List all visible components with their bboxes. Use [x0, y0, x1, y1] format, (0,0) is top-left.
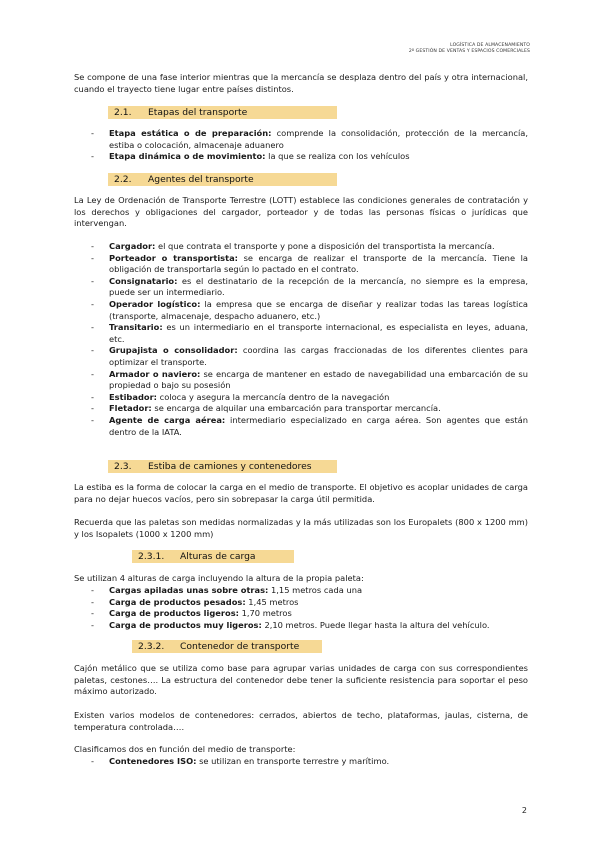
item-term: Estibador: [109, 391, 158, 402]
list-item: - Fletador: se encarga de alquilar una embarcación para transportar mercancía. [91, 403, 441, 414]
item-term: Contenedores ISO: [109, 756, 197, 766]
item-term: Etapa dinámica o de movimiento: [109, 151, 266, 162]
section-title: Estiba de camiones y contenedores [148, 461, 312, 472]
item-term: Transitario: [109, 322, 163, 333]
item-term: Agente de carga aérea: [109, 414, 226, 425]
item-text: se utilizan en transporte terrestre y marítimo. [196, 756, 390, 766]
modelos-paragraph: Existen varios modelos de contenedores: cerrados, abiertos de techo, plataformas, jaulas, cisterna, de temperatura controlada…. [74, 710, 528, 732]
header-line-2: 2º GESTIÓN DE VENTAS Y ESPACIOS COMERCIALES [408, 49, 530, 54]
item-term: Cargador: [109, 241, 156, 251]
list-item: - Operador logístico: la empresa que se encarga de diseñar y realizar todas las tareas logística (transporte, almacenaje, despacho aduanero, etc.) [91, 298, 528, 321]
item-term: Etapa estática o de preparación: [109, 128, 272, 138]
item-text: coordina las cargas fraccionadas de los diferentes clientes para optimizar el transporte. [109, 345, 529, 367]
item-text: 1,70 metros [238, 608, 292, 619]
section-heading-2-1 [108, 106, 337, 119]
alturas-intro: Se utilizan 4 alturas de carga incluyendo la altura de la propia paleta: [74, 573, 364, 583]
item-term: Operador logístico: [109, 298, 201, 309]
item-text: se encarga de realizar el transporte de la mercancía. Tiene la obligación de transportarla según lo pactado en el contrato. [109, 252, 529, 275]
item-term: Carga de productos pesados: [109, 596, 246, 607]
item-text: se encarga de mantener en estado de navegabilidad una embarcación de su propiedad o bajo su posesión [109, 368, 528, 391]
item-term: Fletador: [109, 403, 152, 414]
lott-paragraph: La Ley de Ordenación de Transporte Terrestre (LOTT) establece las condiciones generales de contratación y los derechos y obligaciones del cargador, porteador y de todas las personas físicas o jurídicas que intervengan. [74, 195, 528, 229]
item-text: 2,10 metros. Puede llegar hasta la altura del vehículo. [261, 619, 490, 630]
list-item: - Estibador: coloca y asegura la mercancía dentro de la navegación [91, 391, 390, 402]
page-number: 2 [521, 806, 527, 815]
item-term: Carga de productos muy ligeros: [109, 619, 262, 630]
section-title: Contenedor de transporte [180, 641, 300, 652]
item-term: Consignatario: [109, 275, 178, 286]
contenedor-paragraph: Cajón metálico que se utiliza como base para agrupar varias unidades de carga con sus correspondientes paletas, cestones…. La estructura del contenedor debe tener la suficiente resistencia para soportar el peso máximo autorizado. [74, 663, 528, 697]
item-text: 1,15 metros cada una [268, 585, 363, 595]
item-text: se encarga de alquilar una embarcación para transportar mercancía. [151, 403, 441, 414]
list-item: - Carga de productos ligeros: 1,70 metros [91, 608, 292, 619]
section-number: 2.3.1. [138, 551, 165, 562]
header-line-1: LOGÍSTICA DE ALMACENAMIENTO [450, 43, 530, 48]
contenedores-list [74, 756, 528, 768]
section-heading-2-2 [108, 173, 337, 186]
agents-list [74, 241, 528, 438]
item-text: la empresa que se encarga de diseñar y realizar todas las tareas logística (transporte, almacenaje, despacho aduanero, etc.) [109, 298, 528, 321]
list-item: - Contenedores ISO: se utilizan en transporte terrestre y marítimo. [91, 756, 390, 766]
item-term: Carga de productos ligeros: [109, 608, 239, 619]
item-term: Armador o naviero: [109, 368, 201, 379]
list-item: - Agente de carga aérea: intermediario especializado en carga aérea. Son agentes que están dentro de la IATA. [91, 414, 529, 437]
intro-paragraph: Se compone de una fase interior mientras que la mercancía se desplaza dentro del país y otra internacional, cuando el trayecto tiene lugar entre países distintos. [74, 72, 528, 94]
section-heading-2-3-1 [132, 550, 294, 563]
list-item: - Porteador o transportista: se encarga de realizar el transporte de la mercancía. Tiene la obligación de transportarla según lo pactado en el contrato. [91, 252, 529, 275]
list-item: - Armador o naviero: se encarga de mantener en estado de navegabilidad una embarcación de su propiedad o bajo su posesión [91, 368, 528, 391]
item-term: Cargas apiladas unas sobre otras: [109, 585, 269, 595]
section-number: 2.1. [114, 107, 132, 118]
list-item: - Transitario: es un intermediario en el transporte internacional, es especialista en leyes, aduana, etc. [91, 322, 528, 344]
list-item: - Cargador: el que contrata el transporte y pone a disposición del transportista la mercancía. [91, 241, 495, 251]
item-text: comprende la consolidación, protección de la mercancía, estiba o colocación, almacenaje aduanero [109, 128, 528, 150]
running-header [409, 43, 530, 55]
list-item: - Etapa dinámica o de movimiento: la que se realiza con los vehículos [91, 151, 410, 162]
alturas-list [74, 585, 528, 631]
clasificacion-paragraph: Clasificamos dos en función del medio de transporte: [74, 744, 296, 754]
item-text: 1,45 metros [245, 596, 299, 607]
list-item: - Cargas apiladas unas sobre otras: 1,15 metros cada una [91, 585, 363, 595]
list-item: - Carga de productos muy ligeros: 2,10 metros. Puede llegar hasta la altura del vehículo. [91, 619, 490, 630]
section-title: Alturas de carga [180, 551, 256, 562]
list-item: - Grupajista o consolidador: coordina las cargas fraccionadas de los diferentes clientes para optimizar el transporte. [91, 345, 529, 367]
estiba-paragraph: La estiba es la forma de colocar la carga en el medio de transporte. El objetivo es acoplar unidades de carga para no dejar huecos vacíos, pero sin sobrepasar la carga útil permitida. [74, 482, 528, 504]
item-text: es un intermediario en el transporte internacional, es especialista en leyes, aduana, etc. [109, 322, 528, 344]
section-heading-2-3 [108, 460, 337, 473]
section-number: 2.3.2. [138, 641, 165, 652]
item-term: Porteador o transportista: [109, 252, 238, 263]
item-text: coloca y asegura la mercancía dentro de la navegación [157, 391, 390, 402]
item-text: intermediario especializado en carga aérea. Son agentes que están dentro de la IATA. [109, 414, 529, 437]
list-item: - Etapa estática o de preparación: comprende la consolidación, protección de la mercancía, estiba o colocación, almacenaje aduanero [91, 128, 528, 150]
section-heading-2-3-2 [132, 640, 322, 653]
item-text: la que se realiza con los vehículos [265, 151, 410, 162]
item-term: Grupajista o consolidador: [109, 345, 238, 356]
item-text: el que contrata el transporte y pone a disposición del transportista la mercancía. [155, 241, 495, 251]
section-number: 2.3. [114, 461, 132, 472]
paletas-paragraph: Recuerda que las paletas son medidas normalizadas y la más utilizadas son los Europalets (800 x 1200 mm) y los Isopalets (1000 x 1200 mm) [74, 517, 528, 539]
stages-list [74, 128, 528, 163]
list-item: - Consignatario: es el destinatario de la recepción de la mercancía, no siempre es la empresa, puede ser un intermediario. [91, 275, 528, 298]
list-item: - Carga de productos pesados: 1,45 metros [91, 596, 299, 607]
item-text: es el destinatario de la recepción de la mercancía, no siempre es la empresa, puede ser un intermediario. [109, 275, 528, 298]
section-number: 2.2. [114, 174, 132, 185]
section-title: Etapas del transporte [148, 107, 248, 118]
section-title: Agentes del transporte [148, 174, 254, 185]
